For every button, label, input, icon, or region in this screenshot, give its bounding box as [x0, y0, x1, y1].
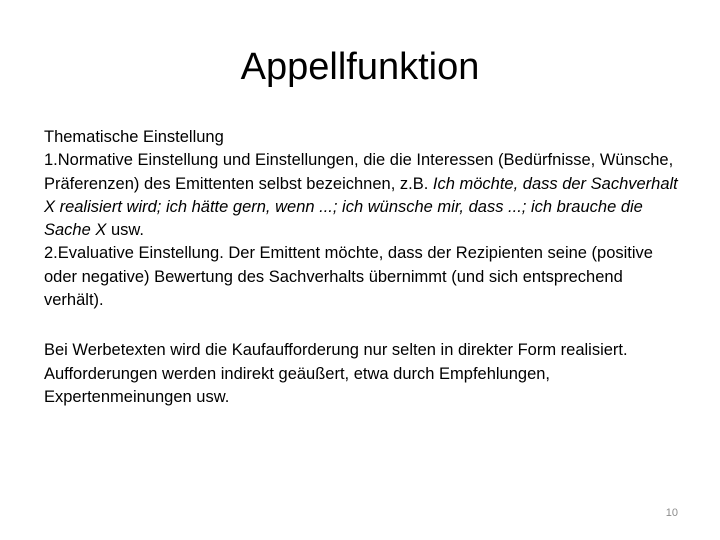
list-item-number: 1.	[44, 151, 58, 170]
slide-title: Appellfunktion	[240, 46, 480, 88]
list-item-evaluative	[44, 242, 684, 312]
list-item-number: 2.	[44, 244, 58, 263]
list-item-example: Ich möchte, dass der Sachverhalt X realisiert wird; ich hätte gern, wenn ...; ich wünsche mir, dass ...; ich brauche die Sache X	[44, 174, 678, 240]
section-heading: Thematische Einstellung	[44, 128, 224, 146]
list-item-normative	[44, 149, 684, 242]
slide-body	[44, 126, 684, 409]
page-number: 10	[665, 507, 678, 519]
advertising-paragraph: Bei Werbetexten wird die Kaufaufforderung nur selten in direkter Form realisiert. Aufforderungen werden indirekt geäußert, etwa durch Empfehlungen, Expertenmeinungen usw.	[44, 341, 628, 406]
list-item-text: Normative Einstellung und Einstellungen, die die Interessen (Bedürfnisse, Wünsche, Präferenzen) des Emittenten selbst bezeichnen, z.B.	[44, 151, 674, 193]
list-item-tail: usw.	[106, 221, 144, 240]
spacer	[44, 312, 684, 339]
list-item-text: Evaluative Einstellung. Der Emittent möchte, dass der Rezipienten seine (positive oder negative) Bewertung des Sachverhalts übernimmt (und sich entsprechend verhält).	[44, 244, 653, 310]
